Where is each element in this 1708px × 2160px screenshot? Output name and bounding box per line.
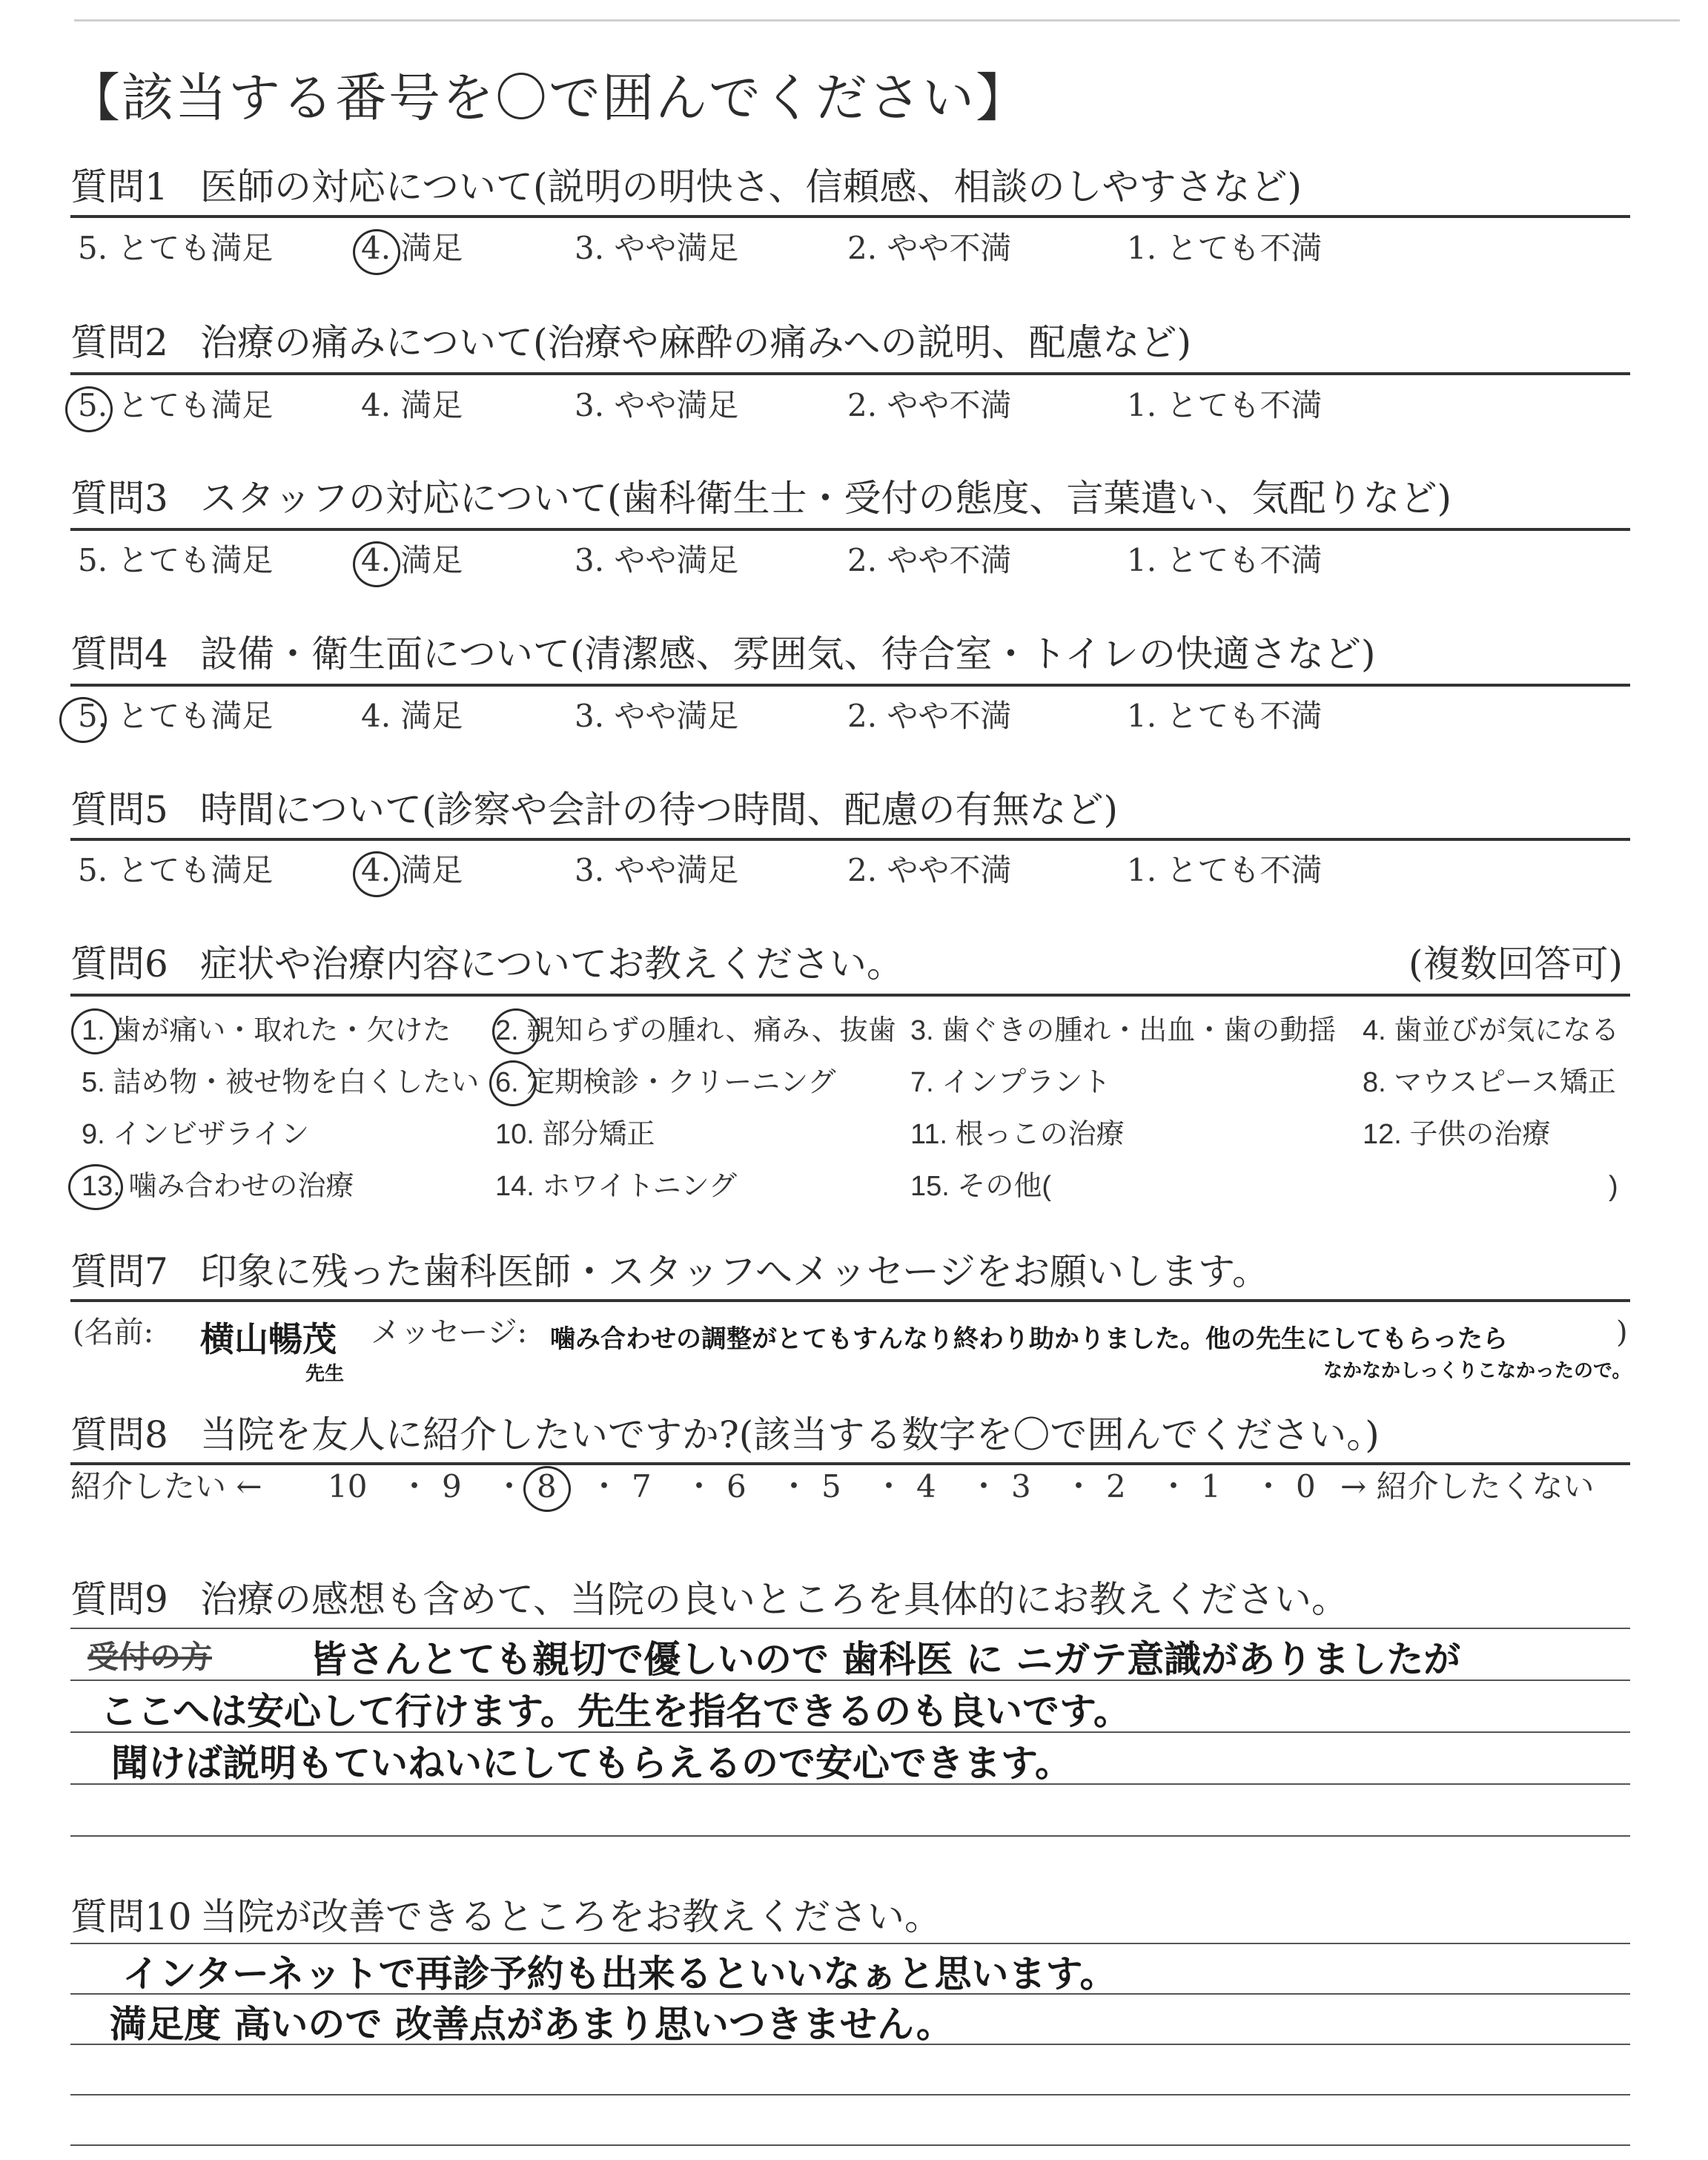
option-1[interactable]: 1. とても不満 <box>1127 852 1323 888</box>
divider <box>70 372 1630 375</box>
q3-options <box>0 538 1708 583</box>
question-5 <box>70 787 1118 832</box>
other-close-paren: ) <box>1609 1171 1618 1202</box>
selection-circle <box>59 697 107 743</box>
option-5[interactable]: 5. とても満足 <box>78 230 274 266</box>
option-5[interactable]: 5. とても満足 <box>78 852 274 888</box>
option-3[interactable]: 3. やや満足 <box>575 387 739 423</box>
message-line-2: なかなかしっくりこなかったので。 <box>1323 1360 1632 1382</box>
option-3[interactable]: 3. やや満足 <box>575 542 739 578</box>
answer-rule <box>70 2044 1630 2045</box>
q5-options <box>0 848 1708 893</box>
selection-circle <box>71 1008 119 1054</box>
doctor-name: 横山暢茂 <box>200 1319 337 1359</box>
question-text: 治療の感想も含めて、当院の良いところを具体的にお教えください。 <box>200 1578 1348 1621</box>
selection-circle <box>353 541 400 587</box>
symptom-option-1[interactable]: 1. 歯が痛い・取れた・欠けた <box>82 1015 451 1046</box>
option-3[interactable]: 3. やや満足 <box>575 698 739 734</box>
scale-0[interactable]: 0 <box>1296 1468 1316 1505</box>
scale-8[interactable]: 8 <box>537 1468 557 1505</box>
divider <box>70 215 1630 218</box>
question-number: 質問6 <box>70 942 168 985</box>
question-8 <box>70 1413 1380 1457</box>
scale-dot: ・ <box>1253 1468 1285 1505</box>
top-border <box>74 19 1680 22</box>
scale-1[interactable]: 1 <box>1201 1468 1221 1505</box>
divider <box>70 528 1630 531</box>
divider <box>70 1628 1630 1629</box>
scale-left-label: 紹介したい ← <box>70 1468 262 1505</box>
question-number: 質問5 <box>70 788 168 831</box>
question-number: 質問4 <box>70 633 168 676</box>
option-1[interactable]: 1. とても不満 <box>1127 230 1323 266</box>
symptom-option-12[interactable]: 12. 子供の治療 <box>1363 1119 1551 1150</box>
question-number: 質問8 <box>70 1413 168 1456</box>
answer-rule <box>70 1835 1630 1837</box>
question-number: 質問10 <box>70 1895 192 1938</box>
struck-out-text: 受付の方 <box>87 1639 213 1675</box>
symptom-option-10[interactable]: 10. 部分矯正 <box>495 1119 655 1150</box>
option-4[interactable]: 4. 満足 <box>361 230 463 266</box>
option-1[interactable]: 1. とても不満 <box>1127 387 1323 423</box>
name-suffix: 先生 <box>305 1363 345 1385</box>
scale-dot: ・ <box>683 1468 715 1505</box>
scale-4[interactable]: 4 <box>916 1468 936 1505</box>
symptom-option-13[interactable]: 13. 噛み合わせの治療 <box>82 1171 354 1202</box>
option-4[interactable]: 4. 満足 <box>361 387 463 423</box>
question-7 <box>70 1249 1269 1294</box>
question-2 <box>70 320 1191 365</box>
option-4[interactable]: 4. 満足 <box>361 852 463 888</box>
scale-right-label: → 紹介したくない <box>1340 1468 1595 1505</box>
question-10 <box>70 1895 941 1939</box>
question-text: 印象に残った歯科医師・スタッフへメッセージをお願いします。 <box>200 1250 1269 1293</box>
scale-2[interactable]: 2 <box>1106 1468 1126 1505</box>
option-3[interactable]: 3. やや満足 <box>575 230 739 266</box>
selection-circle <box>523 1466 571 1512</box>
symptom-option-15[interactable]: 15. その他( <box>910 1171 1052 1202</box>
option-3[interactable]: 3. やや満足 <box>575 852 739 888</box>
symptom-option-4[interactable]: 4. 歯並びが気になる <box>1363 1015 1620 1046</box>
scale-9[interactable]: 9 <box>442 1468 462 1505</box>
question-number: 質問3 <box>70 477 168 520</box>
name-label: (名前: <box>73 1315 154 1350</box>
answer-line-2: ここへは安心して行けます。先生を指名できるのも良いです。 <box>100 1690 1131 1733</box>
scale-dot: ・ <box>778 1468 810 1505</box>
divider <box>70 1299 1630 1302</box>
scale-6[interactable]: 6 <box>726 1468 747 1505</box>
question-1 <box>70 165 1302 209</box>
option-1[interactable]: 1. とても不満 <box>1127 542 1323 578</box>
q2-options <box>0 383 1708 428</box>
question-number: 質問9 <box>70 1578 168 1621</box>
option-2[interactable]: 2. やや不満 <box>847 852 1012 888</box>
question-text: 当院が改善できるところをお教えください。 <box>200 1895 941 1938</box>
symptom-option-9[interactable]: 9. インビザライン <box>82 1119 310 1150</box>
question-number: 質問7 <box>70 1250 168 1293</box>
option-2[interactable]: 2. やや不満 <box>847 230 1012 266</box>
option-4[interactable]: 4. 満足 <box>361 542 463 578</box>
option-2[interactable]: 2. やや不満 <box>847 542 1012 578</box>
improvement-line-1: インターネットで再診予約も出来るといいなぁと思います。 <box>122 1952 1117 1995</box>
question-text: 医師の対応について(説明の明快さ、信頼感、相談のしやすさなど) <box>200 165 1302 208</box>
answer-rule <box>70 1680 1630 1681</box>
question-text: 設備・衛生面について(清潔感、雰囲気、待合室・トイレの快適さなど) <box>200 633 1376 676</box>
option-1[interactable]: 1. とても不満 <box>1127 698 1323 734</box>
question-text: 治療の痛みについて(治療や麻酔の痛みへの説明、配慮など) <box>200 321 1192 364</box>
scale-3[interactable]: 3 <box>1011 1468 1031 1505</box>
multiple-answers-note: (複数回答可) <box>1408 942 1623 985</box>
message-close-paren: ) <box>1616 1315 1628 1350</box>
question-4 <box>70 632 1376 676</box>
answer-rule <box>70 1731 1630 1733</box>
selection-circle <box>65 386 113 432</box>
scale-dot: ・ <box>1158 1468 1190 1505</box>
message-label: メッセージ: <box>371 1315 528 1350</box>
selection-circle <box>353 229 400 275</box>
option-2[interactable]: 2. やや不満 <box>847 698 1012 734</box>
scale-dot: ・ <box>968 1468 1000 1505</box>
divider <box>70 684 1630 687</box>
symptom-option-8[interactable]: 8. マウスピース矯正 <box>1363 1067 1616 1098</box>
question-6 <box>70 942 904 986</box>
page-title: 【該当する番号を〇で囲んでください】 <box>68 67 1029 128</box>
question-3 <box>70 476 1452 521</box>
option-4[interactable]: 4. 満足 <box>361 698 463 734</box>
message-line-1: 噛み合わせの調整がとてもすんなり終わり助かりました。他の先生にしてもらったら <box>550 1324 1508 1354</box>
answer-line-1: 皆さんとても親切で優しいので 歯科医 に ニガテ意識がありましたが <box>310 1638 1461 1681</box>
scale-dot: ・ <box>589 1468 620 1505</box>
symptom-option-3[interactable]: 3. 歯ぐきの腫れ・出血・歯の動揺 <box>910 1015 1337 1046</box>
scale-dot: ・ <box>494 1468 526 1505</box>
answer-rule <box>70 1783 1630 1785</box>
divider <box>70 838 1630 841</box>
symptom-option-14[interactable]: 14. ホワイトニング <box>495 1171 737 1202</box>
scale-10[interactable]: 10 <box>328 1468 368 1505</box>
selection-circle <box>68 1164 123 1210</box>
answer-rule <box>70 2144 1630 2146</box>
question-number: 質問1 <box>70 165 168 208</box>
q6-options <box>0 1008 1708 1231</box>
symptom-option-11[interactable]: 11. 根っこの治療 <box>910 1119 1125 1150</box>
selection-circle <box>489 1060 537 1106</box>
option-5[interactable]: 5. とても満足 <box>78 542 274 578</box>
question-text: 当院を友人に紹介したいですか?(該当する数字を〇で囲んでください。) <box>200 1413 1380 1456</box>
question-text: 時間について(診察や会計の待つ時間、配慮の有無など) <box>200 788 1119 831</box>
option-5[interactable]: 5. とても満足 <box>78 387 274 423</box>
scale-dot: ・ <box>1063 1468 1095 1505</box>
question-text: スタッフの対応について(歯科衛生士・受付の態度、言葉遣い、気配りなど) <box>200 477 1452 520</box>
scale-5[interactable]: 5 <box>821 1468 841 1505</box>
divider <box>70 994 1630 997</box>
selection-circle <box>353 851 400 897</box>
q4-options <box>0 694 1708 739</box>
question-9 <box>70 1577 1348 1622</box>
question-number: 質問2 <box>70 321 168 364</box>
option-5[interactable]: 5. とても満足 <box>78 698 274 734</box>
symptom-option-6[interactable]: 6. 定期検診・クリーニング <box>495 1067 836 1098</box>
answer-rule <box>70 2094 1630 2095</box>
option-2[interactable]: 2. やや不満 <box>847 387 1012 423</box>
recommend-scale <box>0 1464 1708 1509</box>
selection-circle <box>492 1008 540 1054</box>
scale-dot: ・ <box>399 1468 431 1505</box>
q1-options <box>0 226 1708 271</box>
symptom-option-2[interactable]: 2. 親知らずの腫れ、痛み、抜歯 <box>495 1015 896 1046</box>
scale-7[interactable]: 7 <box>632 1468 652 1505</box>
scale-dot: ・ <box>873 1468 905 1505</box>
symptom-option-5[interactable]: 5. 詰め物・被せ物を白くしたい <box>82 1067 480 1098</box>
improvement-line-2: 満足度 高いので 改善点があまり思いつきません。 <box>110 2003 953 2046</box>
question-text: 症状や治療内容についてお教えください。 <box>200 942 904 985</box>
symptom-option-7[interactable]: 7. インプラント <box>910 1067 1111 1098</box>
answer-line-3: 聞けば説明もていねいにしてもらえるので安心できます。 <box>111 1742 1072 1785</box>
